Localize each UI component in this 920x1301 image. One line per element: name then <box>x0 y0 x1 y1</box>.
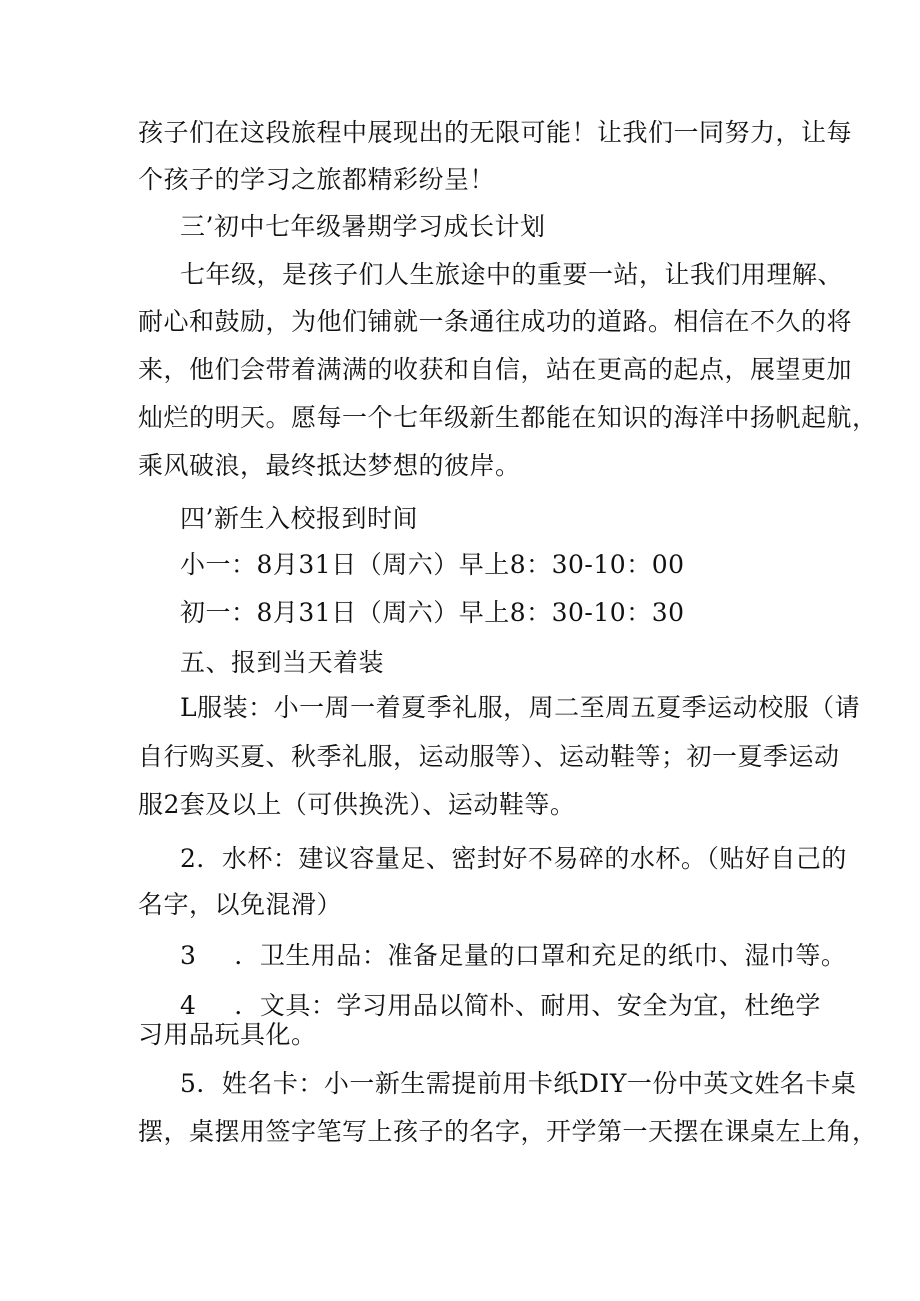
section3-heading: 三’初中七年级暑期学习成长计划 <box>180 212 546 241</box>
section3-para-line-5: 乘风破浪，最终抵达梦想的彼岸。 <box>138 451 521 480</box>
section3-para-line-2: 耐心和鼓励，为他们铺就一条通往成功的道路。相信在不久的将 <box>138 307 853 336</box>
item4-number: 4 <box>180 991 197 1020</box>
item2-line-2: 名字，以免混滑） <box>138 890 343 919</box>
item3-number: 3 <box>180 941 197 970</box>
item4-text: ．文具：学习用品以简朴、耐用、安全为宜，杜绝学 <box>234 991 821 1020</box>
section4-heading: 四’新生入校报到时间 <box>180 504 418 533</box>
section3-para-line-3: 来，他们会带着满满的收获和自信，站在更高的起点，展望更加 <box>138 355 853 384</box>
report-time-junior: 初一：8月31日（周六）早上8：30-10：30 <box>180 598 685 627</box>
section3-para-line-4: 灿烂的明天。愿每一个七年级新生都能在知识的海洋中扬帆起航， <box>138 403 878 432</box>
item1-line-3: 服2套及以上（可供换洗）、运动鞋等。 <box>138 790 576 819</box>
intro-line-2: 个孩子的学习之旅都精彩纷呈！ <box>138 165 496 194</box>
item4-line-2: 习用品玩具化。 <box>138 1020 317 1049</box>
item4-line-1 <box>180 991 821 1021</box>
intro-line-1: 孩子们在这段旅程中展现出的无限可能！让我们一同努力，让每 <box>138 118 853 147</box>
section5-heading: 五、报到当天着装 <box>180 648 385 677</box>
item1-line-1: L服装：小一周一着夏季礼服，周二至周五夏季运动校服（请 <box>180 693 861 722</box>
item5-line-2: 摆，桌摆用签字笔写上孩子的名字，开学第一天摆在课桌左上角， <box>138 1117 878 1146</box>
item2-line-1: 2．水杯：建议容量足、密封好不易碎的水杯。（贴好自己的 <box>180 844 847 873</box>
item5-line-1: 5．姓名卡：小一新生需提前用卡纸DIY一份中英文姓名卡桌 <box>180 1069 857 1098</box>
section3-para-line-1: 七年级，是孩子们人生旅途中的重要一站，让我们用理解、 <box>180 260 844 289</box>
item3-line <box>180 941 846 971</box>
report-time-primary: 小一：8月31日（周六）早上8：30-10：00 <box>180 550 685 579</box>
item1-line-2: 自行购买夏、秋季礼服，运动服等）、运动鞋等；初一夏季运动 <box>138 742 840 771</box>
item3-text: ．卫生用品：准备足量的口罩和充足的纸巾、湿巾等。 <box>234 941 847 970</box>
